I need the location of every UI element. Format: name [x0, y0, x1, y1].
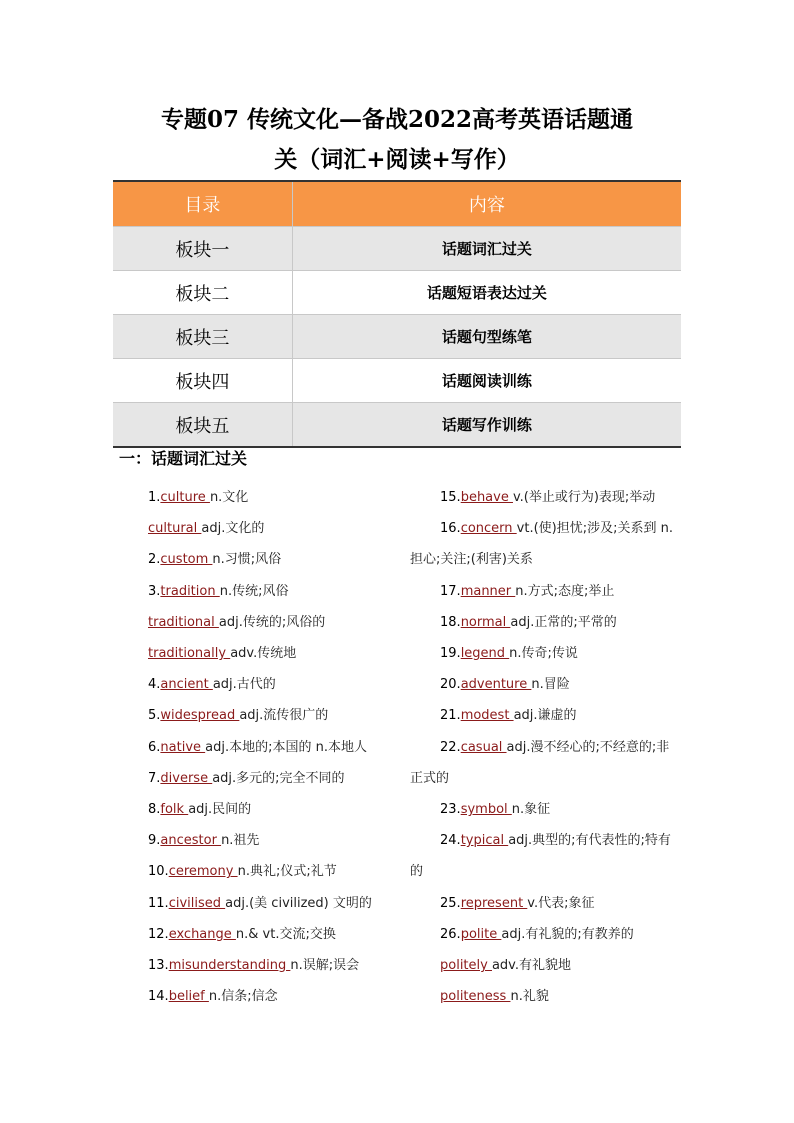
vocab-meaning: v.代表;象征	[527, 895, 595, 911]
vocab-item	[148, 576, 393, 607]
vocab-number: 11.	[148, 895, 169, 911]
table-header-directory: 目录	[113, 181, 292, 227]
vocab-number: 10.	[148, 864, 169, 880]
table-cell-content: 话题写作训练	[292, 403, 681, 448]
vocab-word: folk	[160, 802, 189, 818]
table-row	[113, 403, 681, 448]
vocab-meaning: adj.民间的	[188, 802, 252, 818]
vocab-number: 21.	[440, 708, 461, 724]
vocab-number: 5.	[148, 708, 161, 724]
contents-table	[113, 180, 681, 448]
vocab-word: polite	[460, 926, 502, 942]
vocab-word: widespread	[160, 708, 240, 724]
table-cell-content: 话题词汇过关	[292, 227, 681, 271]
vocab-number: 17.	[440, 583, 461, 599]
vocab-item	[148, 607, 393, 638]
vocab-number: 20.	[440, 677, 461, 693]
table-cell-content: 话题短语表达过关	[292, 271, 681, 315]
table-cell-content: 话题阅读训练	[292, 359, 681, 403]
vocab-word: politely	[440, 958, 492, 974]
vocab-item	[410, 513, 678, 575]
vocab-item	[148, 732, 393, 763]
table-row	[113, 271, 681, 315]
vocab-number: 26.	[440, 926, 461, 942]
vocab-word: casual	[460, 739, 507, 755]
vocab-meaning: adj.典型的;有代表性的;特有的	[410, 833, 671, 880]
vocab-item	[148, 669, 393, 700]
vocab-meaning: adj.谦虚的	[513, 708, 577, 724]
vocab-word: politeness	[440, 989, 511, 1005]
vocab-word: traditionally	[148, 646, 231, 662]
vocab-item	[148, 544, 393, 575]
vocab-word: cultural	[148, 521, 202, 537]
vocab-meaning: adj.漫不经心的;不经意的;非正式的	[410, 739, 670, 786]
vocab-number: 9.	[148, 833, 161, 849]
vocab-item	[148, 950, 393, 981]
vocab-number: 24.	[440, 833, 461, 849]
vocab-meaning: adj.正常的;平常的	[510, 614, 617, 630]
vocab-item	[410, 950, 678, 981]
table-cell-section: 板块一	[113, 227, 292, 271]
vocab-item	[148, 825, 393, 856]
vocab-item	[410, 482, 678, 513]
vocab-word: belief	[168, 989, 209, 1005]
vocab-number: 8.	[148, 802, 161, 818]
table-cell-section: 板块四	[113, 359, 292, 403]
vocab-meaning: n.误解;误会	[290, 958, 360, 974]
vocab-word: manner	[460, 583, 516, 599]
vocab-word: represent	[460, 895, 528, 911]
table-row	[113, 359, 681, 403]
vocab-word: ancient	[160, 677, 213, 693]
vocab-word: tradition	[160, 583, 220, 599]
vocab-item	[410, 825, 678, 887]
vocab-item	[148, 482, 393, 513]
vocab-item	[410, 638, 678, 669]
vocab-item	[148, 856, 393, 887]
vocab-number: 14.	[148, 989, 169, 1005]
vocab-item	[410, 794, 678, 825]
vocab-item	[148, 700, 393, 731]
vocab-meaning: vt.(使)担忧;涉及;关系到 n.担心;关注;(利害)关系	[410, 521, 674, 568]
vocab-item	[410, 607, 678, 638]
table-row	[113, 227, 681, 271]
vocab-number: 7.	[148, 770, 161, 786]
table-cell-section: 板块三	[113, 315, 292, 359]
section-heading: 一：话题词汇过关	[119, 449, 248, 468]
vocab-number: 19.	[440, 646, 461, 662]
vocab-meaning: n.传统;风俗	[219, 583, 289, 599]
vocab-word: ceremony	[168, 864, 238, 880]
page-title-line2: 关（词汇+阅读+写作）	[274, 146, 520, 173]
vocab-word: legend	[460, 646, 510, 662]
vocab-meaning: n.礼貌	[510, 989, 549, 1005]
vocab-number: 4.	[148, 677, 161, 693]
vocab-meaning: n.祖先	[221, 833, 260, 849]
vocab-word: behave	[460, 490, 513, 505]
vocab-meaning: adj.本地的;本国的 n.本地人	[205, 739, 368, 755]
vocab-item	[148, 513, 393, 544]
vocab-meaning: adj.有礼貌的;有教养的	[501, 926, 634, 942]
vocab-word: adventure	[460, 677, 532, 693]
vocab-meaning: n.冒险	[531, 677, 570, 693]
vocab-meaning: n.信条;信念	[208, 989, 278, 1005]
vocab-item	[410, 700, 678, 731]
vocab-list-left	[148, 482, 393, 1012]
vocab-number: 2.	[148, 552, 161, 568]
vocab-item	[410, 576, 678, 607]
vocab-meaning: n.象征	[511, 802, 551, 818]
vocab-word: misunderstanding	[168, 958, 291, 974]
vocab-item	[410, 888, 678, 919]
vocab-meaning: adv.传统地	[230, 646, 297, 662]
vocab-word: culture	[160, 490, 210, 505]
vocab-item	[410, 732, 678, 794]
vocab-meaning: adj.古代的	[212, 677, 276, 693]
table-cell-section: 板块五	[113, 403, 292, 448]
table-row	[113, 315, 681, 359]
vocab-word: civilised	[168, 895, 226, 911]
vocab-meaning: adj.流传很广的	[239, 708, 329, 724]
page-title-line1: 专题07 传统文化—备战2022高考英语话题通	[160, 106, 634, 133]
vocab-meaning: v.(举止或行为)表现;举动	[512, 490, 656, 505]
vocab-item	[148, 888, 393, 919]
vocab-meaning: n.习惯;风俗	[212, 552, 282, 568]
vocab-word: modest	[460, 708, 514, 724]
table-header-row	[113, 181, 681, 227]
vocab-number: 13.	[148, 958, 169, 974]
vocab-number: 6.	[148, 739, 161, 755]
vocab-meaning: n.& vt.交流;交换	[235, 926, 336, 942]
vocab-item	[410, 981, 678, 1012]
vocab-number: 12.	[148, 926, 169, 942]
vocab-number: 16.	[440, 521, 461, 537]
vocab-list-right	[410, 482, 678, 1012]
vocab-meaning: adj.文化的	[201, 521, 265, 537]
vocab-word: symbol	[460, 802, 512, 818]
table-cell-content: 话题句型练笔	[292, 315, 681, 359]
table-cell-section: 板块二	[113, 271, 292, 315]
vocab-meaning: adj.传统的;风俗的	[218, 614, 326, 630]
vocab-word: typical	[460, 833, 509, 849]
vocab-item	[410, 919, 678, 950]
vocab-number: 25.	[440, 895, 461, 911]
vocab-number: 1.	[148, 490, 161, 505]
vocab-number: 15.	[440, 490, 461, 505]
vocab-item	[148, 981, 393, 1012]
vocab-number: 22.	[440, 739, 461, 755]
vocab-number: 3.	[148, 583, 161, 599]
table-header-content: 内容	[292, 181, 681, 227]
vocab-number: 18.	[440, 614, 461, 630]
vocab-word: exchange	[168, 926, 236, 942]
vocab-item	[148, 794, 393, 825]
vocab-item	[148, 919, 393, 950]
vocab-meaning: n.传奇;传说	[509, 646, 578, 662]
vocab-item	[410, 669, 678, 700]
vocab-word: native	[160, 739, 206, 755]
vocab-item	[148, 763, 393, 794]
vocab-word: traditional	[148, 614, 219, 630]
vocab-word: ancestor	[160, 833, 222, 849]
vocab-meaning: adv.有礼貌地	[491, 958, 572, 974]
vocab-word: concern	[460, 521, 517, 537]
vocab-meaning: n.典礼;仪式;礼节	[237, 864, 337, 880]
vocab-number: 23.	[440, 802, 461, 818]
vocab-item	[148, 638, 393, 669]
vocab-meaning: adj.(美 civilized) 文明的	[225, 895, 372, 911]
vocab-word: custom	[160, 552, 213, 568]
vocab-meaning: n.文化	[209, 490, 249, 505]
vocab-meaning: adj.多元的;完全不同的	[212, 770, 345, 786]
vocab-meaning: n.方式;态度;举止	[515, 583, 615, 599]
vocab-word: diverse	[160, 770, 213, 786]
vocab-word: normal	[460, 614, 511, 630]
